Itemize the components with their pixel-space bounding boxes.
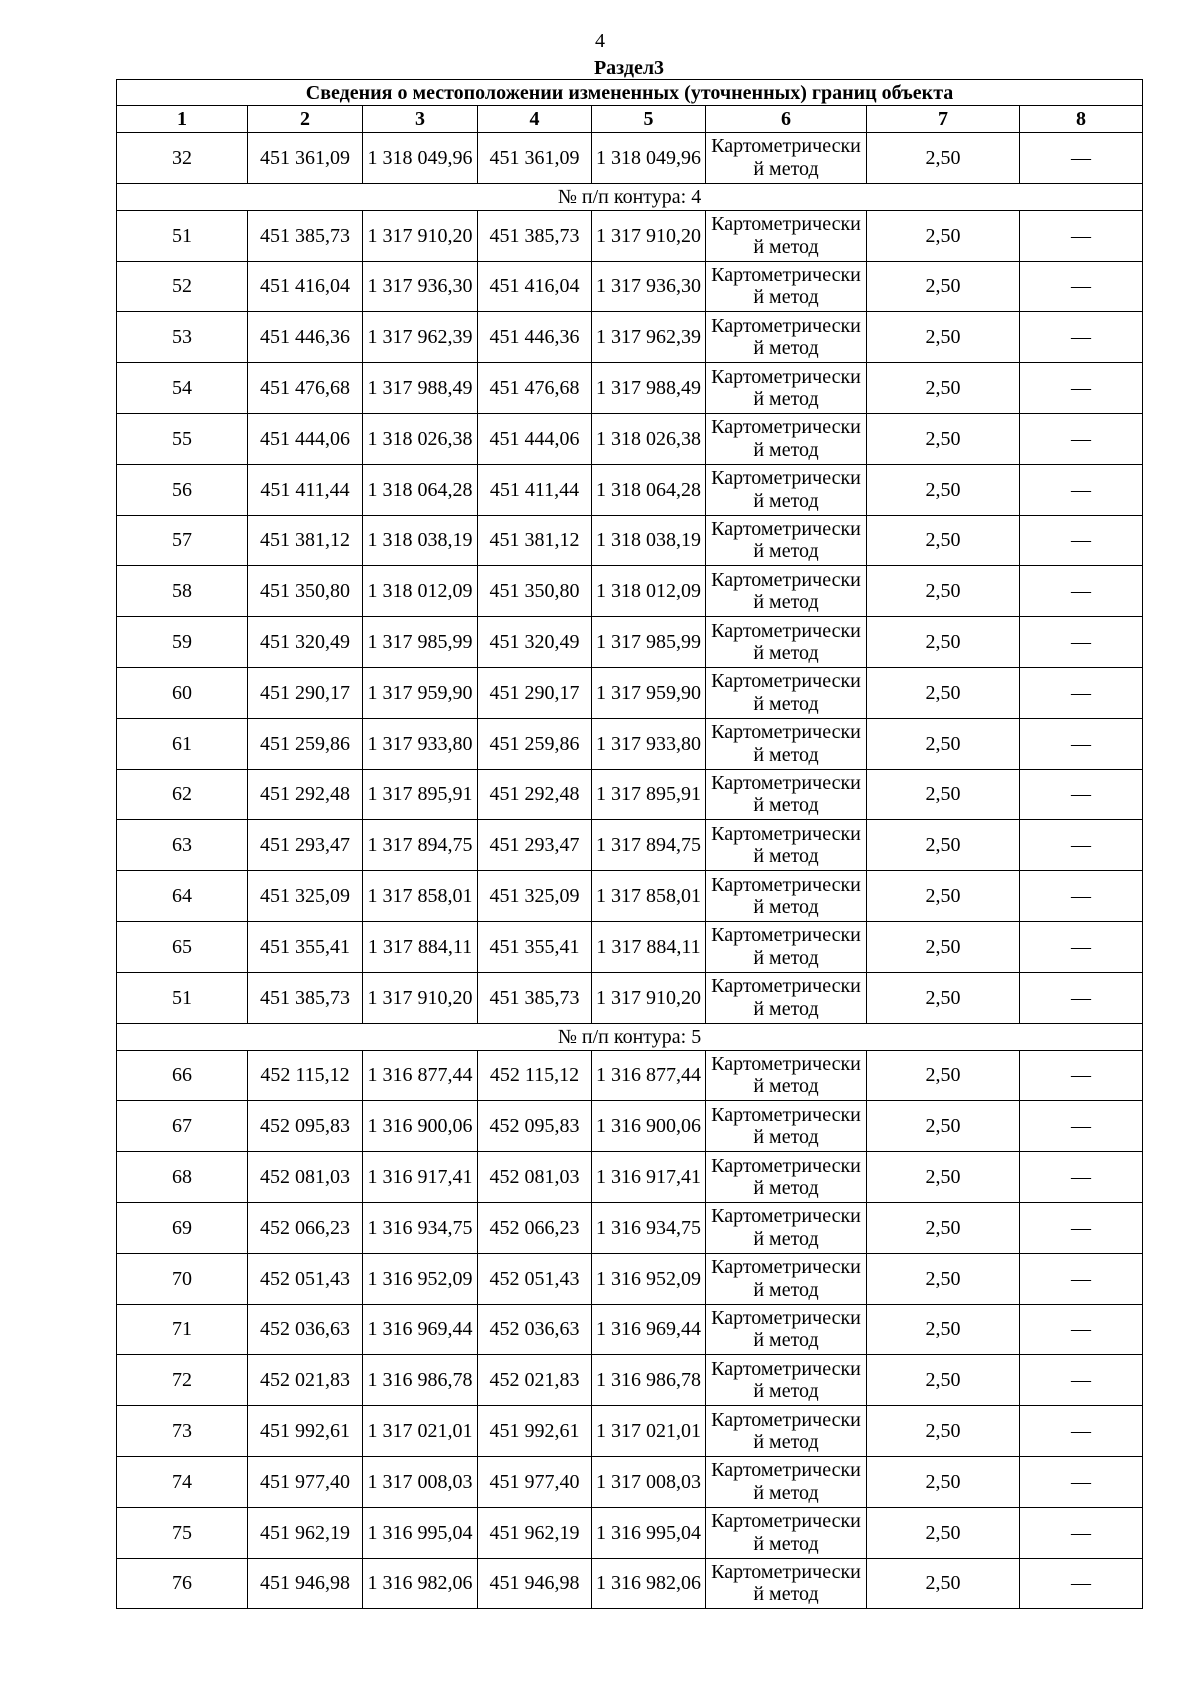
- existing-y-cell: 1 317 008,03: [363, 1456, 478, 1507]
- refined-x-cell: 451 992,61: [478, 1406, 592, 1457]
- refined-x-cell: 451 962,19: [478, 1507, 592, 1558]
- refined-y-cell: 1 318 038,19: [592, 515, 706, 566]
- table-row: [117, 972, 1143, 1023]
- method-cell: Картометрически й метод: [706, 820, 867, 871]
- existing-x-cell: 452 115,12: [248, 1050, 363, 1101]
- refined-y-cell: 1 317 858,01: [592, 871, 706, 922]
- accuracy-cell: 2,50: [867, 820, 1020, 871]
- point-description-cell: —: [1020, 667, 1143, 718]
- existing-y-cell: 1 317 988,49: [363, 363, 478, 414]
- column-number-2: 2: [248, 106, 363, 133]
- refined-x-cell: 452 066,23: [478, 1202, 592, 1253]
- method-cell: Картометрически й метод: [706, 1355, 867, 1406]
- table-row: [117, 820, 1143, 871]
- accuracy-cell: 2,50: [867, 515, 1020, 566]
- accuracy-cell: 2,50: [867, 413, 1020, 464]
- refined-y-cell: 1 316 952,09: [592, 1253, 706, 1304]
- method-cell: Картометрически й метод: [706, 464, 867, 515]
- column-number-1: 1: [117, 106, 248, 133]
- table-row: [117, 871, 1143, 922]
- accuracy-cell: 2,50: [867, 1456, 1020, 1507]
- point-description-cell: —: [1020, 261, 1143, 312]
- point-designation-cell: 56: [117, 464, 248, 515]
- refined-x-cell: 451 259,86: [478, 718, 592, 769]
- method-cell: Картометрически й метод: [706, 617, 867, 668]
- accuracy-cell: 2,50: [867, 261, 1020, 312]
- point-designation-cell: 65: [117, 921, 248, 972]
- refined-y-cell: 1 317 985,99: [592, 617, 706, 668]
- existing-x-cell: 452 021,83: [248, 1355, 363, 1406]
- point-description-cell: —: [1020, 617, 1143, 668]
- refined-x-cell: 451 385,73: [478, 972, 592, 1023]
- point-designation-cell: 64: [117, 871, 248, 922]
- method-cell: Картометрически й метод: [706, 515, 867, 566]
- existing-x-cell: 451 350,80: [248, 566, 363, 617]
- refined-y-cell: 1 316 995,04: [592, 1507, 706, 1558]
- accuracy-cell: 2,50: [867, 718, 1020, 769]
- accuracy-cell: 2,50: [867, 133, 1020, 184]
- existing-y-cell: 1 317 962,39: [363, 312, 478, 363]
- existing-x-cell: 451 381,12: [248, 515, 363, 566]
- table-row: [117, 1101, 1143, 1152]
- column-number-6: 6: [706, 106, 867, 133]
- table-row: [117, 464, 1143, 515]
- refined-x-cell: 451 411,44: [478, 464, 592, 515]
- existing-y-cell: 1 318 026,38: [363, 413, 478, 464]
- existing-y-cell: 1 318 038,19: [363, 515, 478, 566]
- refined-y-cell: 1 316 934,75: [592, 1202, 706, 1253]
- point-designation-cell: 66: [117, 1050, 248, 1101]
- table-row: [117, 1050, 1143, 1101]
- method-cell: Картометрически й метод: [706, 972, 867, 1023]
- point-designation-cell: 51: [117, 210, 248, 261]
- point-description-cell: —: [1020, 312, 1143, 363]
- table-row: [117, 133, 1143, 184]
- existing-y-cell: 1 316 969,44: [363, 1304, 478, 1355]
- existing-y-cell: 1 317 895,91: [363, 769, 478, 820]
- method-cell: Картометрически й метод: [706, 718, 867, 769]
- accuracy-cell: 2,50: [867, 1101, 1020, 1152]
- method-cell: Картометрически й метод: [706, 133, 867, 184]
- method-cell: Картометрически й метод: [706, 1202, 867, 1253]
- refined-y-cell: 1 317 884,11: [592, 921, 706, 972]
- point-description-cell: —: [1020, 1406, 1143, 1457]
- point-designation-cell: 62: [117, 769, 248, 820]
- accuracy-cell: 2,50: [867, 769, 1020, 820]
- refined-x-cell: 451 290,17: [478, 667, 592, 718]
- existing-y-cell: 1 317 933,80: [363, 718, 478, 769]
- refined-y-cell: 1 317 959,90: [592, 667, 706, 718]
- point-designation-cell: 51: [117, 972, 248, 1023]
- existing-y-cell: 1 316 986,78: [363, 1355, 478, 1406]
- existing-x-cell: 451 411,44: [248, 464, 363, 515]
- point-designation-cell: 55: [117, 413, 248, 464]
- point-designation-cell: 67: [117, 1101, 248, 1152]
- existing-y-cell: 1 318 049,96: [363, 133, 478, 184]
- existing-x-cell: 451 325,09: [248, 871, 363, 922]
- method-cell: Картометрически й метод: [706, 1558, 867, 1609]
- existing-y-cell: 1 317 910,20: [363, 210, 478, 261]
- column-number-5: 5: [592, 106, 706, 133]
- method-cell: Картометрически й метод: [706, 1456, 867, 1507]
- accuracy-cell: 2,50: [867, 972, 1020, 1023]
- contour-label: № п/п контура: 5: [117, 1023, 1143, 1050]
- point-description-cell: —: [1020, 1202, 1143, 1253]
- table-row: [117, 515, 1143, 566]
- point-designation-cell: 53: [117, 312, 248, 363]
- point-designation-cell: 61: [117, 718, 248, 769]
- refined-x-cell: 452 095,83: [478, 1101, 592, 1152]
- method-cell: Картометрически й метод: [706, 769, 867, 820]
- table-row: [117, 1152, 1143, 1203]
- refined-y-cell: 1 316 877,44: [592, 1050, 706, 1101]
- accuracy-cell: 2,50: [867, 1050, 1020, 1101]
- point-designation-cell: 70: [117, 1253, 248, 1304]
- accuracy-cell: 2,50: [867, 464, 1020, 515]
- contour-label: № п/п контура: 4: [117, 183, 1143, 210]
- existing-x-cell: 451 293,47: [248, 820, 363, 871]
- method-cell: Картометрически й метод: [706, 566, 867, 617]
- refined-y-cell: 1 317 962,39: [592, 312, 706, 363]
- refined-x-cell: 452 036,63: [478, 1304, 592, 1355]
- accuracy-cell: 2,50: [867, 1304, 1020, 1355]
- point-description-cell: —: [1020, 871, 1143, 922]
- table-row: [117, 261, 1143, 312]
- existing-y-cell: 1 317 858,01: [363, 871, 478, 922]
- accuracy-cell: 2,50: [867, 312, 1020, 363]
- point-description-cell: —: [1020, 1101, 1143, 1152]
- table-row: [117, 210, 1143, 261]
- refined-x-cell: 451 381,12: [478, 515, 592, 566]
- existing-x-cell: 452 066,23: [248, 1202, 363, 1253]
- existing-x-cell: 451 476,68: [248, 363, 363, 414]
- method-cell: Картометрически й метод: [706, 210, 867, 261]
- existing-y-cell: 1 316 900,06: [363, 1101, 478, 1152]
- point-designation-cell: 74: [117, 1456, 248, 1507]
- refined-y-cell: 1 316 900,06: [592, 1101, 706, 1152]
- table-row: [117, 667, 1143, 718]
- column-number-8: 8: [1020, 106, 1143, 133]
- point-designation-cell: 72: [117, 1355, 248, 1406]
- refined-x-cell: 451 446,36: [478, 312, 592, 363]
- existing-y-cell: 1 316 995,04: [363, 1507, 478, 1558]
- refined-y-cell: 1 317 988,49: [592, 363, 706, 414]
- method-cell: Картометрически й метод: [706, 1101, 867, 1152]
- accuracy-cell: 2,50: [867, 1253, 1020, 1304]
- method-cell: Картометрически й метод: [706, 1406, 867, 1457]
- accuracy-cell: 2,50: [867, 566, 1020, 617]
- existing-x-cell: 451 962,19: [248, 1507, 363, 1558]
- table-row: [117, 1304, 1143, 1355]
- existing-y-cell: 1 318 064,28: [363, 464, 478, 515]
- point-designation-cell: 52: [117, 261, 248, 312]
- table-row: [117, 718, 1143, 769]
- page-number: 4: [595, 30, 605, 52]
- accuracy-cell: 2,50: [867, 617, 1020, 668]
- refined-x-cell: 451 444,06: [478, 413, 592, 464]
- refined-y-cell: 1 317 910,20: [592, 210, 706, 261]
- existing-x-cell: 451 385,73: [248, 210, 363, 261]
- refined-x-cell: 452 021,83: [478, 1355, 592, 1406]
- table-row: [117, 1406, 1143, 1457]
- existing-x-cell: 451 361,09: [248, 133, 363, 184]
- method-cell: Картометрически й метод: [706, 667, 867, 718]
- point-description-cell: —: [1020, 363, 1143, 414]
- refined-y-cell: 1 317 008,03: [592, 1456, 706, 1507]
- existing-y-cell: 1 318 012,09: [363, 566, 478, 617]
- existing-x-cell: 451 259,86: [248, 718, 363, 769]
- existing-y-cell: 1 317 985,99: [363, 617, 478, 668]
- refined-x-cell: 451 946,98: [478, 1558, 592, 1609]
- point-description-cell: —: [1020, 515, 1143, 566]
- accuracy-cell: 2,50: [867, 1406, 1020, 1457]
- accuracy-cell: 2,50: [867, 1355, 1020, 1406]
- method-cell: Картометрически й метод: [706, 1050, 867, 1101]
- contour-row: [117, 183, 1143, 210]
- table-row: [117, 1202, 1143, 1253]
- point-description-cell: —: [1020, 210, 1143, 261]
- point-description-cell: —: [1020, 1304, 1143, 1355]
- method-cell: Картометрически й метод: [706, 1152, 867, 1203]
- table-row: [117, 1355, 1143, 1406]
- table-title-row: [117, 80, 1143, 106]
- refined-y-cell: 1 318 049,96: [592, 133, 706, 184]
- point-description-cell: —: [1020, 133, 1143, 184]
- column-number-3: 3: [363, 106, 478, 133]
- method-cell: Картометрически й метод: [706, 1253, 867, 1304]
- existing-x-cell: 452 051,43: [248, 1253, 363, 1304]
- point-designation-cell: 69: [117, 1202, 248, 1253]
- point-description-cell: —: [1020, 1456, 1143, 1507]
- point-description-cell: —: [1020, 1152, 1143, 1203]
- refined-y-cell: 1 317 933,80: [592, 718, 706, 769]
- refined-y-cell: 1 318 064,28: [592, 464, 706, 515]
- column-number-row: [117, 106, 1143, 133]
- existing-x-cell: 451 385,73: [248, 972, 363, 1023]
- refined-y-cell: 1 318 012,09: [592, 566, 706, 617]
- point-description-cell: —: [1020, 820, 1143, 871]
- point-designation-cell: 59: [117, 617, 248, 668]
- existing-x-cell: 451 444,06: [248, 413, 363, 464]
- accuracy-cell: 2,50: [867, 871, 1020, 922]
- table-row: [117, 1558, 1143, 1609]
- method-cell: Картометрически й метод: [706, 261, 867, 312]
- table-row: [117, 1253, 1143, 1304]
- refined-x-cell: 451 350,80: [478, 566, 592, 617]
- coordinates-table-body: [117, 133, 1143, 1609]
- existing-y-cell: 1 317 884,11: [363, 921, 478, 972]
- refined-y-cell: 1 317 910,20: [592, 972, 706, 1023]
- table-row: [117, 1507, 1143, 1558]
- accuracy-cell: 2,50: [867, 1152, 1020, 1203]
- refined-y-cell: 1 317 894,75: [592, 820, 706, 871]
- point-designation-cell: 68: [117, 1152, 248, 1203]
- accuracy-cell: 2,50: [867, 1202, 1020, 1253]
- refined-y-cell: 1 317 895,91: [592, 769, 706, 820]
- column-number-7: 7: [867, 106, 1020, 133]
- existing-x-cell: 451 290,17: [248, 667, 363, 718]
- refined-x-cell: 451 476,68: [478, 363, 592, 414]
- point-description-cell: —: [1020, 1050, 1143, 1101]
- refined-y-cell: 1 316 917,41: [592, 1152, 706, 1203]
- table-row: [117, 1456, 1143, 1507]
- accuracy-cell: 2,50: [867, 210, 1020, 261]
- table-row: [117, 566, 1143, 617]
- point-description-cell: —: [1020, 566, 1143, 617]
- method-cell: Картометрически й метод: [706, 1304, 867, 1355]
- refined-x-cell: 451 355,41: [478, 921, 592, 972]
- existing-y-cell: 1 317 936,30: [363, 261, 478, 312]
- point-designation-cell: 57: [117, 515, 248, 566]
- point-description-cell: —: [1020, 1253, 1143, 1304]
- method-cell: Картометрически й метод: [706, 921, 867, 972]
- existing-y-cell: 1 316 952,09: [363, 1253, 478, 1304]
- refined-x-cell: 451 292,48: [478, 769, 592, 820]
- point-description-cell: —: [1020, 464, 1143, 515]
- existing-y-cell: 1 316 934,75: [363, 1202, 478, 1253]
- refined-x-cell: 451 977,40: [478, 1456, 592, 1507]
- refined-x-cell: 451 361,09: [478, 133, 592, 184]
- point-description-cell: —: [1020, 769, 1143, 820]
- method-cell: Картометрически й метод: [706, 312, 867, 363]
- existing-y-cell: 1 317 894,75: [363, 820, 478, 871]
- existing-x-cell: 452 095,83: [248, 1101, 363, 1152]
- refined-y-cell: 1 318 026,38: [592, 413, 706, 464]
- accuracy-cell: 2,50: [867, 363, 1020, 414]
- refined-x-cell: 451 416,04: [478, 261, 592, 312]
- existing-x-cell: 451 320,49: [248, 617, 363, 668]
- table-row: [117, 312, 1143, 363]
- point-designation-cell: 54: [117, 363, 248, 414]
- refined-y-cell: 1 317 936,30: [592, 261, 706, 312]
- existing-x-cell: 451 416,04: [248, 261, 363, 312]
- refined-x-cell: 452 081,03: [478, 1152, 592, 1203]
- refined-y-cell: 1 316 986,78: [592, 1355, 706, 1406]
- point-description-cell: —: [1020, 921, 1143, 972]
- method-cell: Картометрически й метод: [706, 413, 867, 464]
- refined-y-cell: 1 317 021,01: [592, 1406, 706, 1457]
- point-designation-cell: 73: [117, 1406, 248, 1457]
- existing-x-cell: 451 992,61: [248, 1406, 363, 1457]
- existing-y-cell: 1 316 982,06: [363, 1558, 478, 1609]
- refined-x-cell: 451 385,73: [478, 210, 592, 261]
- table-title: Сведения о местоположении измененных (уточненных) границ объекта: [117, 80, 1143, 106]
- coordinates-table: [116, 79, 1143, 1609]
- existing-y-cell: 1 317 021,01: [363, 1406, 478, 1457]
- point-description-cell: —: [1020, 1558, 1143, 1609]
- refined-x-cell: 452 115,12: [478, 1050, 592, 1101]
- method-cell: Картометрически й метод: [706, 363, 867, 414]
- existing-x-cell: 451 355,41: [248, 921, 363, 972]
- point-designation-cell: 58: [117, 566, 248, 617]
- table-row: [117, 769, 1143, 820]
- table-row: [117, 921, 1143, 972]
- accuracy-cell: 2,50: [867, 921, 1020, 972]
- point-designation-cell: 63: [117, 820, 248, 871]
- contour-row: [117, 1023, 1143, 1050]
- table-row: [117, 413, 1143, 464]
- refined-x-cell: 451 320,49: [478, 617, 592, 668]
- refined-x-cell: 452 051,43: [478, 1253, 592, 1304]
- method-cell: Картометрически й метод: [706, 1507, 867, 1558]
- point-designation-cell: 32: [117, 133, 248, 184]
- existing-y-cell: 1 317 910,20: [363, 972, 478, 1023]
- existing-y-cell: 1 316 917,41: [363, 1152, 478, 1203]
- point-designation-cell: 71: [117, 1304, 248, 1355]
- point-description-cell: —: [1020, 413, 1143, 464]
- refined-y-cell: 1 316 969,44: [592, 1304, 706, 1355]
- point-description-cell: —: [1020, 718, 1143, 769]
- point-description-cell: —: [1020, 1507, 1143, 1558]
- accuracy-cell: 2,50: [867, 1558, 1020, 1609]
- existing-x-cell: 451 292,48: [248, 769, 363, 820]
- refined-y-cell: 1 316 982,06: [592, 1558, 706, 1609]
- point-designation-cell: 60: [117, 667, 248, 718]
- existing-x-cell: 451 977,40: [248, 1456, 363, 1507]
- existing-y-cell: 1 316 877,44: [363, 1050, 478, 1101]
- point-description-cell: —: [1020, 1355, 1143, 1406]
- point-designation-cell: 75: [117, 1507, 248, 1558]
- table-row: [117, 617, 1143, 668]
- point-description-cell: —: [1020, 972, 1143, 1023]
- refined-x-cell: 451 293,47: [478, 820, 592, 871]
- column-number-4: 4: [478, 106, 592, 133]
- accuracy-cell: 2,50: [867, 667, 1020, 718]
- accuracy-cell: 2,50: [867, 1507, 1020, 1558]
- point-designation-cell: 76: [117, 1558, 248, 1609]
- existing-y-cell: 1 317 959,90: [363, 667, 478, 718]
- table-row: [117, 363, 1143, 414]
- method-cell: Картометрически й метод: [706, 871, 867, 922]
- existing-x-cell: 451 946,98: [248, 1558, 363, 1609]
- existing-x-cell: 452 081,03: [248, 1152, 363, 1203]
- existing-x-cell: 452 036,63: [248, 1304, 363, 1355]
- existing-x-cell: 451 446,36: [248, 312, 363, 363]
- section-heading: Раздел3: [593, 57, 665, 79]
- refined-x-cell: 451 325,09: [478, 871, 592, 922]
